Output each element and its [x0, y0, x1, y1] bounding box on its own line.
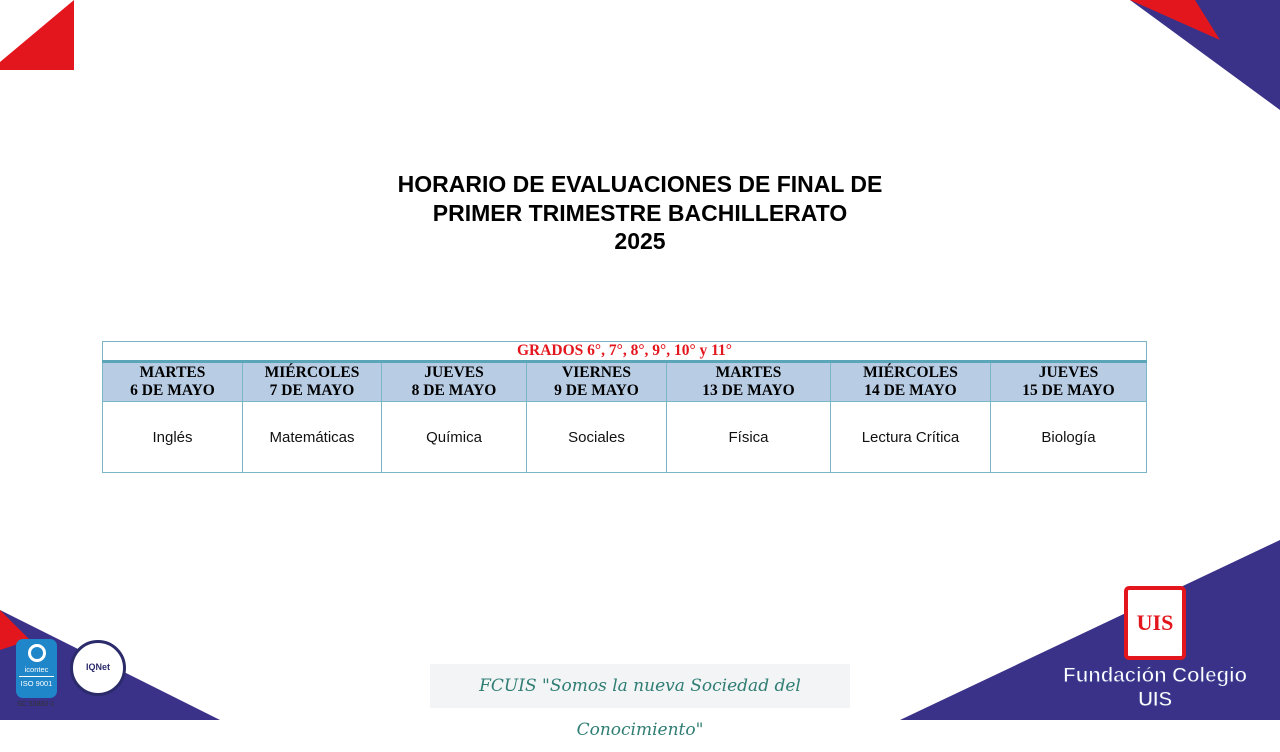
subject-cell: Inglés [103, 402, 243, 473]
subject-cell: Física [667, 402, 831, 473]
date-header [991, 362, 1147, 402]
date-label: 8 DE MAYO [411, 382, 497, 399]
day-label: JUEVES [424, 364, 484, 381]
grades-row [103, 342, 1147, 362]
title-line-2: PRIMER TRIMESTRE BACHILLERATO [432, 199, 848, 226]
dates-header-row [103, 362, 1147, 402]
subject-cell: Lectura Crítica [831, 402, 991, 473]
date-label: 7 DE MAYO [269, 382, 355, 399]
date-label: 9 DE MAYO [554, 382, 639, 399]
icontec-cert-icon [16, 639, 57, 698]
slogan-banner: FCUIS "Somos la nueva Sociedad del Conocimiento" [430, 664, 850, 708]
day-label: JUEVES [1038, 364, 1099, 381]
date-header [831, 362, 991, 402]
exam-schedule-table [102, 341, 1147, 473]
logo-text: UIS [1136, 610, 1174, 635]
subjects-row [103, 402, 1147, 473]
title-line-3: 2025 [614, 228, 666, 254]
title-line-1: HORARIO DE EVALUACIONES DE FINAL DE [397, 171, 883, 197]
day-label: MARTES [139, 364, 206, 381]
iso-label: ISO 9001 [19, 676, 54, 688]
iqnet-cert-icon [70, 640, 126, 696]
date-header [527, 362, 667, 402]
page-title [0, 170, 1280, 256]
date-header [667, 362, 831, 402]
subject-cell: Biología [991, 402, 1147, 473]
institution-name: Fundación Colegio UIS [1063, 664, 1247, 711]
subject-cell: Sociales [527, 402, 667, 473]
grades-label: GRADOS 6°, 7°, 8°, 9°, 10° y 11° [103, 342, 1147, 362]
day-label: MIÉRCOLES [264, 364, 360, 381]
date-label: 6 DE MAYO [130, 382, 215, 399]
subject-cell: Matemáticas [243, 402, 382, 473]
date-header [103, 362, 243, 402]
icontec-label: icontec [24, 665, 49, 674]
iqnet-label: IQNet [85, 662, 110, 672]
day-label: MARTES [715, 364, 782, 381]
date-label: 14 DE MAYO [864, 382, 957, 399]
sc-code: SC 53883-1 [17, 701, 55, 708]
date-header [243, 362, 382, 402]
subject-cell: Química [382, 402, 527, 473]
day-label: VIERNES [562, 364, 631, 381]
date-header [382, 362, 527, 402]
day-label: MIÉRCOLES [863, 364, 958, 381]
fcuis-book-logo-icon [1124, 586, 1186, 660]
date-label: 13 DE MAYO [702, 382, 795, 399]
date-label: 15 DE MAYO [1022, 382, 1115, 399]
